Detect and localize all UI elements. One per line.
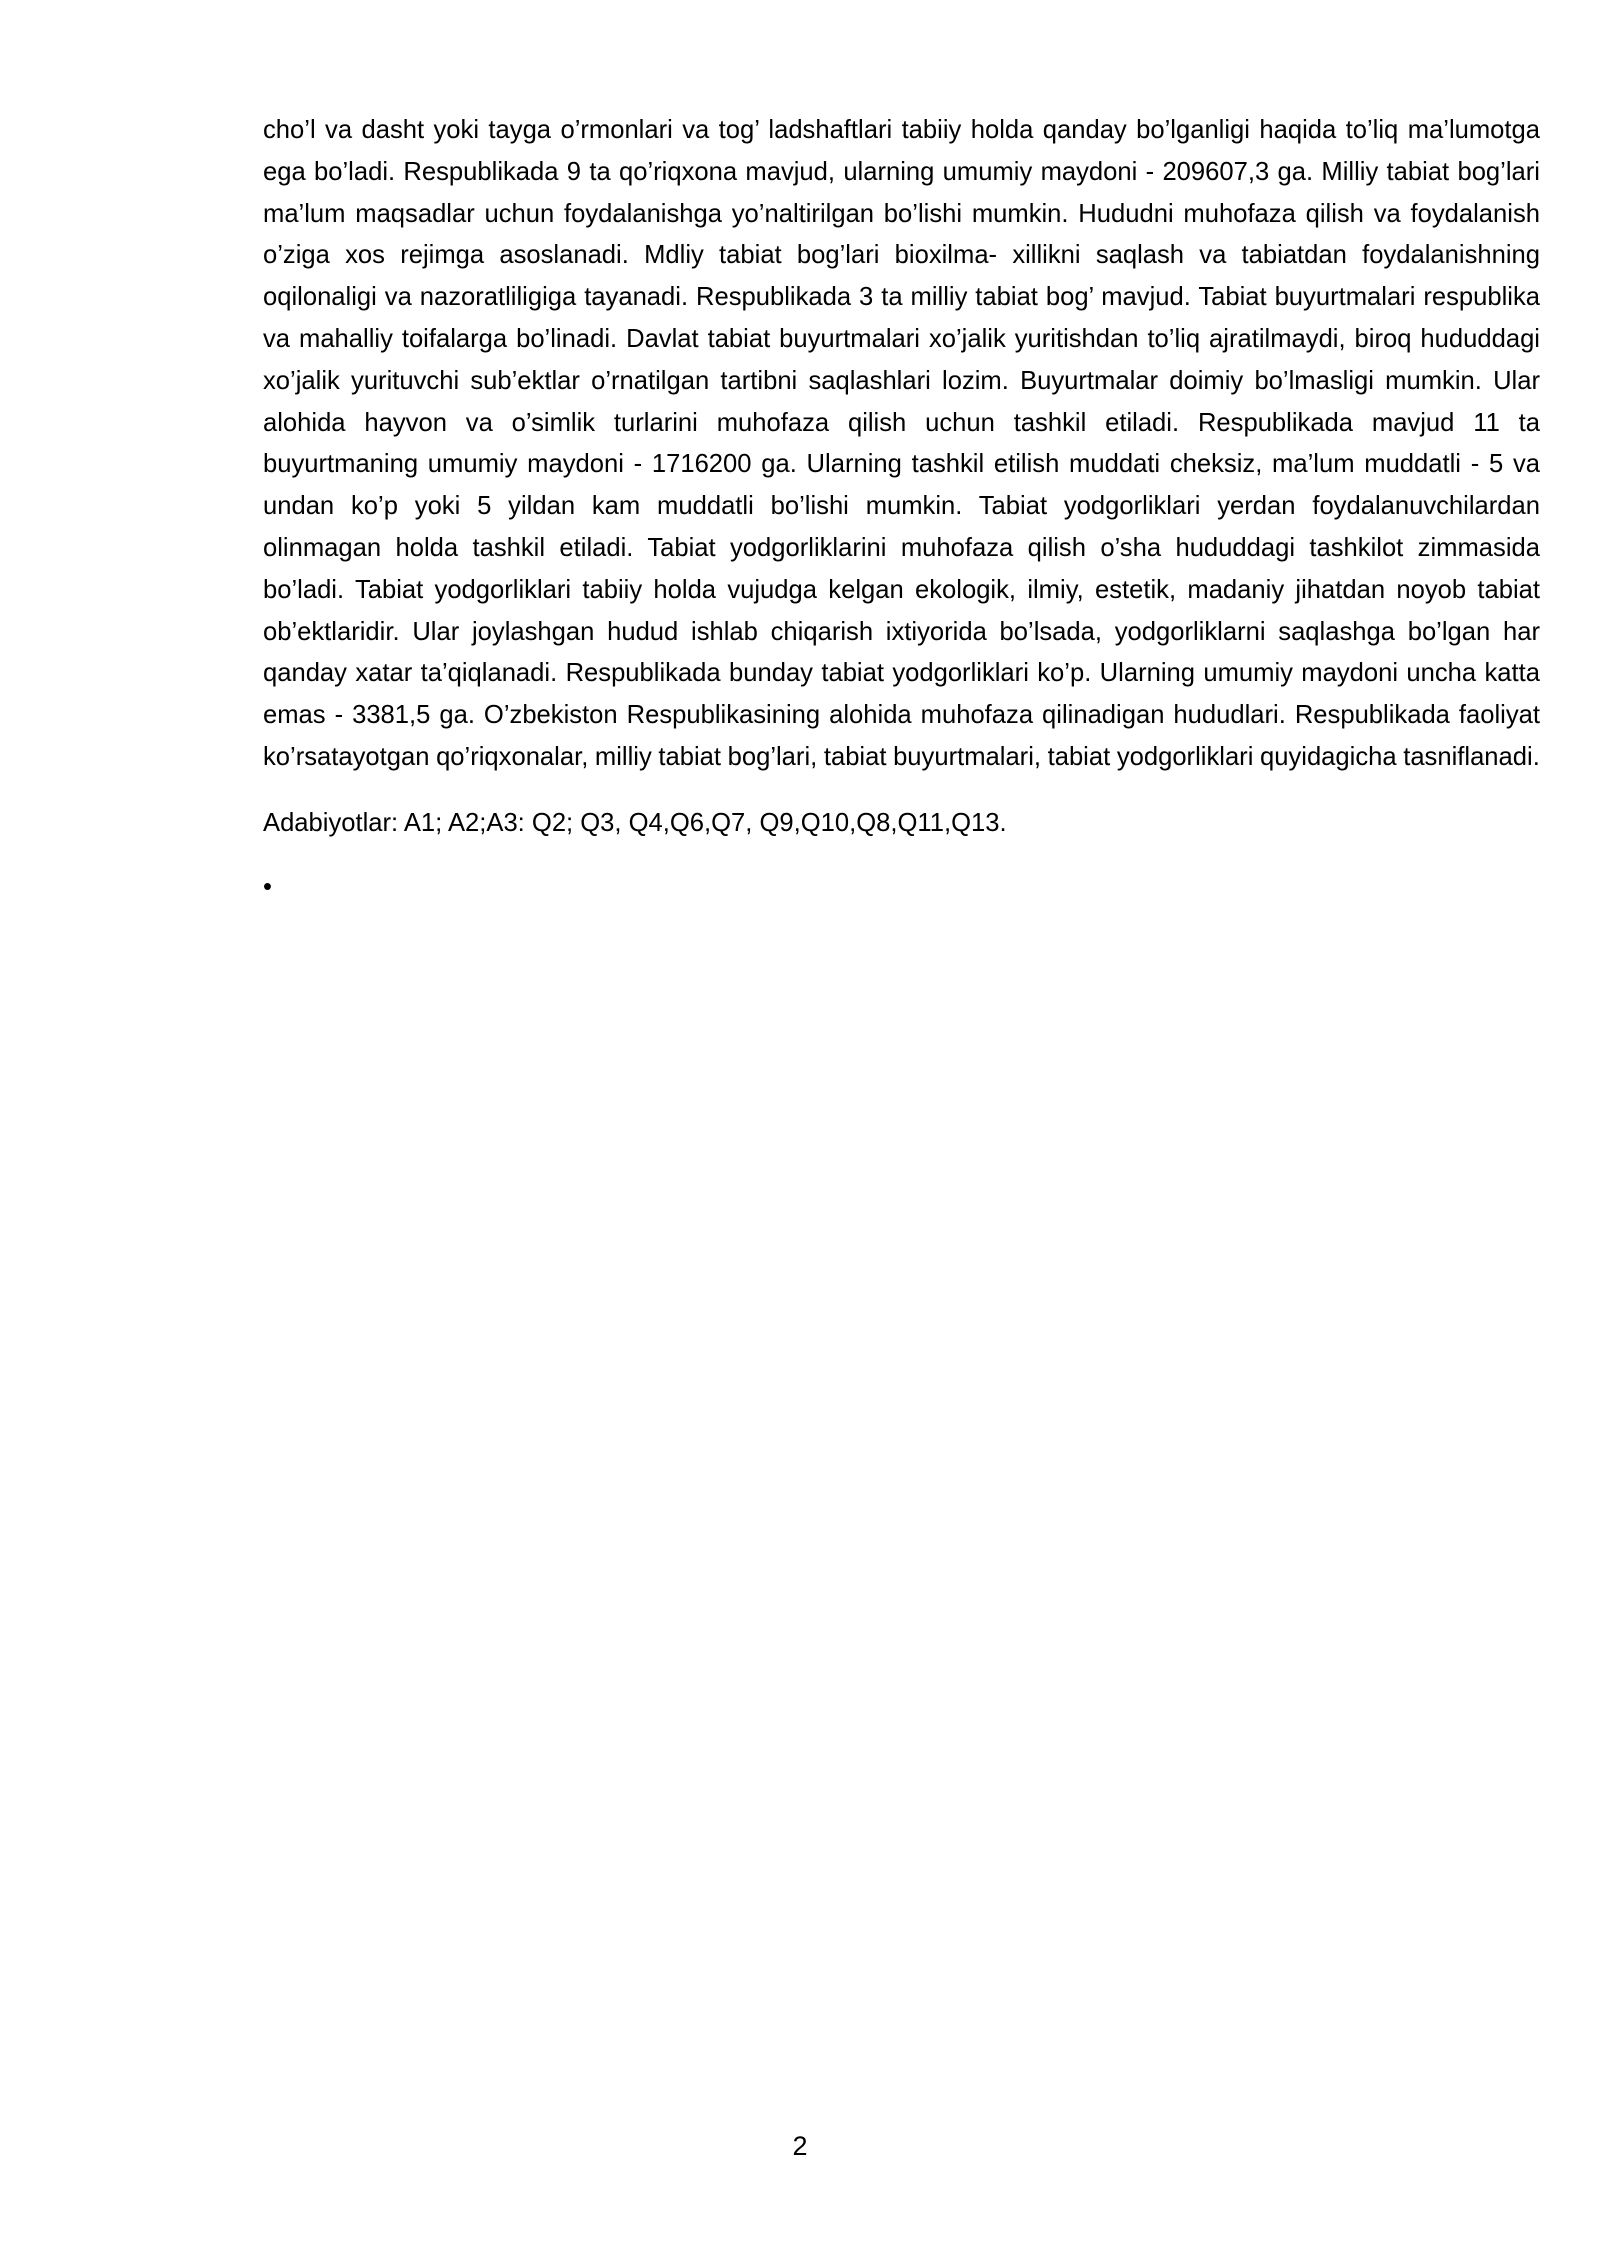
- page-content: [263, 110, 1540, 908]
- page-number: 2: [792, 2131, 808, 2161]
- empty-bullet-item: •: [263, 872, 272, 901]
- references-line: Adabiyotlar: A1; A2;A3: Q2; Q3, Q4,Q6,Q7, Q9,Q10,Q8,Q11,Q13.: [263, 808, 1007, 837]
- body-paragraph: cho’l va dasht yoki tayga o’rmonlari va tog’ ladshaftlari tabiiy holda qanday bo’lganligi haqida to’liq ma’lumotga ega bo’ladi. Respublikada 9 ta qo’riqxona mavjud, ularning umumiy maydoni - 209607,3 ga. Milliy tabiat bog’lari ma’lum maqsadlar uchun foydalanishga yo’naltirilgan bo’lishi mumkin. Hududni muhofaza qilish va foydalanish o’ziga xos rejimga asoslanadi. Mdliy tabiat bog’lari bioxilma- xillikni saqlash va tabiatdan foydalanishning oqilonaligi va nazoratliligiga tayanadi. Respublikada 3 ta milliy tabiat bog’ mavjud. Tabiat buyurtmalari respublika va mahalliy toifalarga bo’linadi. Davlat tabiat buyurtmalari xo’jalik yuritishdan to’liq ajratilmaydi, biroq hududdagi xo’jalik yurituvchi sub’ektlar o’rnatilgan tartibni saqlashlari lozim. Buyurtmalar doimiy bo’lmasligi mumkin. Ular alohida hayvon va o’simlik turlarini muhofaza qilish uchun tashkil etiladi. Respublikada mavjud 11 ta buyurtmaning umumiy maydoni - 1716200 ga. Ularning tashkil etilish muddati cheksiz, ma’lum muddatli - 5 va undan ko’p yoki 5 yildan kam muddatli bo’lishi mumkin. Tabiat yodgorliklari yerdan foydalanuvchilardan olinmagan holda tashkil etiladi. Tabiat yodgorliklarini muhofaza qilish o’sha hududdagi tashkilot zimmasida bo’ladi. Tabiat yodgorliklari tabiiy holda vujudga kelgan ekologik, ilmiy, estetik, madaniy jihatdan noyob tabiat ob’ektlaridir. Ular joylashgan hudud ishlab chiqarish ixtiyorida bo’lsada, yodgorliklarni saqlashga bo’lgan har qanday xatar ta’qiqlanadi. Respublikada bunday tabiat yodgorliklari ko’p. Ularning umumiy maydoni uncha katta emas - 3381,5 ga. O’zbekiston Respublikasining alohida muhofaza qilinadigan hududlari. Respublikada faoliyat ko’rsatayotgan qo’riqxonalar, milliy tabiat bog’lari, tabiat buyurtmalari, tabiat yodgorliklari quyidagicha tasniflanadi.: [263, 116, 1540, 771]
